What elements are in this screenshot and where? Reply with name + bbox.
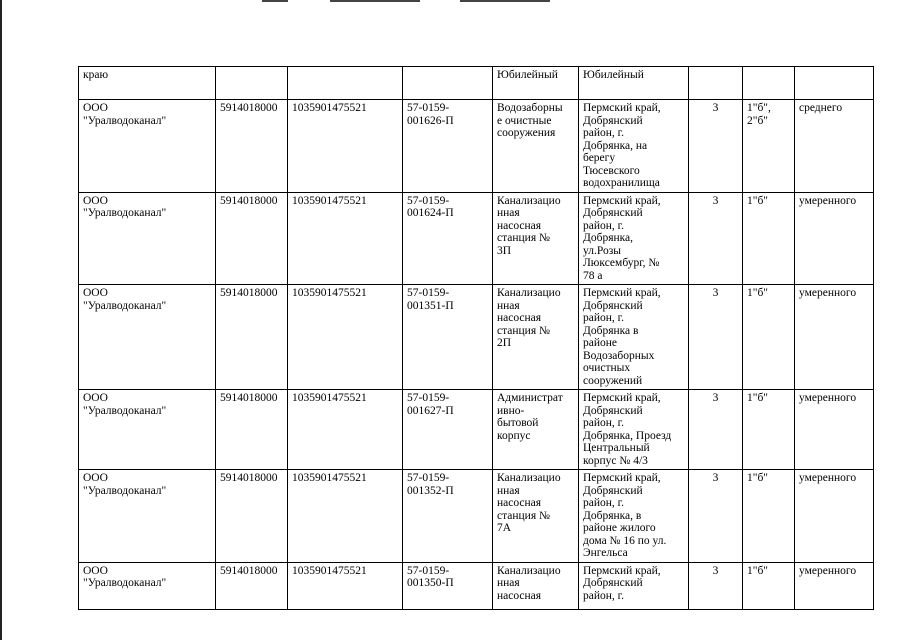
- cell-object: Канализацио нная насосная станция № 7А: [493, 470, 579, 563]
- cell-ogrn: 1035901475521: [288, 100, 403, 193]
- cell-empty: [689, 67, 743, 100]
- cell-address: Пермский край, Добрянский район, г. Добрянка, в районе жилого дома № 16 по ул. Энгельса: [579, 470, 689, 563]
- cell-category: 3: [689, 285, 743, 390]
- cell-address: Пермский край, Добрянский район, г. Добрянка, на берегу Тюсевского водохранилища: [579, 100, 689, 193]
- cell-org: ООО "Уралводоканал": [79, 470, 216, 563]
- cell-ogrn: 1035901475521: [288, 285, 403, 390]
- cell-org: ООО "Уралводоканал": [79, 192, 216, 285]
- cell-inn: 5914018000: [216, 100, 288, 193]
- cell-object: Водозаборны е очистные сооружения: [493, 100, 579, 193]
- cell-object: Канализацио нная насосная: [493, 562, 579, 609]
- scan-artifact-line: [460, 0, 550, 2]
- cell-class: 1"б": [743, 390, 795, 470]
- cell-address: Пермский край, Добрянский район, г. Добрянка, ул.Розы Люксембург, № 78 а: [579, 192, 689, 285]
- table-row: [79, 470, 874, 563]
- cell-org: краю: [79, 67, 216, 100]
- cell-class: 1"б": [743, 562, 795, 609]
- cell-ogrn: 1035901475521: [288, 390, 403, 470]
- cell-empty: [743, 67, 795, 100]
- cell-object: Администрат ивно- бытовой корпус: [493, 390, 579, 470]
- cell-address: Пермский край, Добрянский район, г. Добрянка, Проезд Центральный корпус № 4/3: [579, 390, 689, 470]
- cell-category: 3: [689, 562, 743, 609]
- table-row: [79, 192, 874, 285]
- table-row: [79, 285, 874, 390]
- cell-code: 57-0159- 001350-П: [403, 562, 493, 609]
- cell-ogrn: 1035901475521: [288, 562, 403, 609]
- cell-ogrn: 1035901475521: [288, 470, 403, 563]
- cell-class: 1"б": [743, 285, 795, 390]
- cell-risk: умеренного: [795, 285, 874, 390]
- cell-address: Пермский край, Добрянский район, г. Добрянка в районе Водозаборных очистных сооружений: [579, 285, 689, 390]
- cell-empty: [795, 67, 874, 100]
- cell-address: Пермский край, Добрянский район, г.: [579, 562, 689, 609]
- cell-risk: умеренного: [795, 390, 874, 470]
- cell-object: Канализацио нная насосная станция № 2П: [493, 285, 579, 390]
- cell-class: 1"б": [743, 192, 795, 285]
- cell-category: 3: [689, 100, 743, 193]
- cell-inn: 5914018000: [216, 562, 288, 609]
- cell-code: 57-0159- 001627-П: [403, 390, 493, 470]
- cell-category: 3: [689, 192, 743, 285]
- cell-category: 3: [689, 470, 743, 563]
- cell-org: ООО "Уралводоканал": [79, 100, 216, 193]
- cell-category: 3: [689, 390, 743, 470]
- cell-org: ООО "Уралводоканал": [79, 562, 216, 609]
- cell-empty: [403, 67, 493, 100]
- cell-risk: умеренного: [795, 562, 874, 609]
- table-row: [79, 390, 874, 470]
- cell-inn: 5914018000: [216, 470, 288, 563]
- cell-inn: 5914018000: [216, 390, 288, 470]
- cell-address: Юбилейный: [579, 67, 689, 100]
- table-row: [79, 562, 874, 609]
- cell-org: ООО "Уралводоканал": [79, 285, 216, 390]
- cell-class: 1"б": [743, 470, 795, 563]
- cell-inn: 5914018000: [216, 192, 288, 285]
- cell-ogrn: 1035901475521: [288, 192, 403, 285]
- registry-table: [78, 66, 874, 610]
- cell-code: 57-0159- 001626-П: [403, 100, 493, 193]
- cell-empty: [216, 67, 288, 100]
- table-row: [79, 67, 874, 100]
- cell-risk: умеренного: [795, 470, 874, 563]
- scan-artifact-line: [262, 0, 288, 2]
- cell-code: 57-0159- 001624-П: [403, 192, 493, 285]
- cell-code: 57-0159- 001352-П: [403, 470, 493, 563]
- cell-empty: [288, 67, 403, 100]
- cell-org: ООО "Уралводоканал": [79, 390, 216, 470]
- cell-object: Канализацио нная насосная станция № 3П: [493, 192, 579, 285]
- table-row: [79, 100, 874, 193]
- cell-code: 57-0159- 001351-П: [403, 285, 493, 390]
- cell-risk: умеренного: [795, 192, 874, 285]
- cell-object: Юбилейный: [493, 67, 579, 100]
- page-edge: [0, 0, 2, 640]
- cell-class: 1"б", 2"б": [743, 100, 795, 193]
- cell-risk: среднего: [795, 100, 874, 193]
- cell-inn: 5914018000: [216, 285, 288, 390]
- scan-artifact-line: [330, 0, 420, 2]
